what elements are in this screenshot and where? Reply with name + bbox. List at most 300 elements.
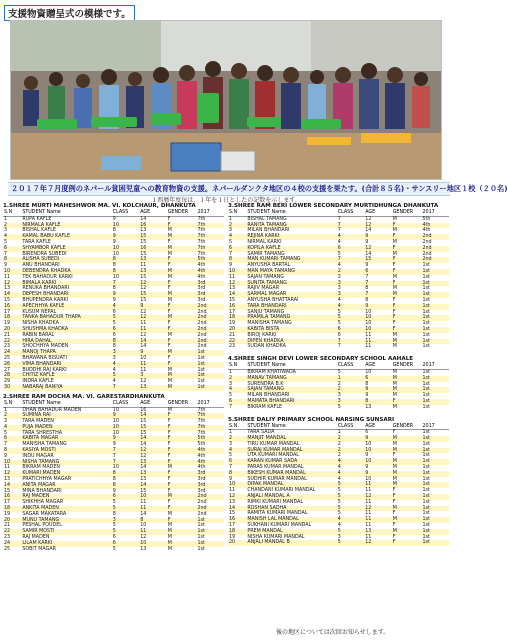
table-cell: F — [392, 494, 422, 500]
school-section — [228, 203, 449, 350]
table-cell: 12 — [139, 448, 166, 454]
table-cell: F — [167, 425, 197, 431]
table-cell: M — [167, 292, 197, 298]
table-cell: PRAMILA TAMANG — [246, 315, 336, 321]
table-cell: APECHHYA KAFLE — [21, 304, 111, 310]
table-cell: 8 — [112, 263, 116, 269]
school-title: 2.SHREE RAM DOCHA MA. VI. GARESTARDHANKUTA — [3, 393, 165, 400]
table-cell: MANISHA TAMANG — [247, 321, 292, 327]
table-cell: 15 — [364, 257, 391, 263]
table-cell: 8 — [112, 471, 139, 477]
table-cell: 3rd — [196, 483, 224, 489]
table-cell: 2nd — [196, 339, 224, 345]
table-cell: F — [167, 506, 197, 512]
table-cell: 8 — [112, 511, 116, 517]
table-cell: RAMITA KUMARI MANDAL — [247, 511, 308, 517]
table-cell: SAGAR MAKATARA — [22, 511, 67, 517]
table-cell: 1st — [421, 482, 449, 488]
table-cell: F — [392, 321, 396, 327]
table-cell: 14 — [139, 413, 166, 419]
table-cell: 9 — [112, 292, 139, 298]
table-row — [228, 405, 449, 411]
table-cell: 1st — [422, 465, 430, 471]
table-cell: M — [167, 523, 172, 529]
table-cell: 11 — [364, 339, 391, 345]
table-cell: 10 — [112, 425, 139, 431]
table-cell: M — [392, 381, 397, 387]
table-cell: 10 — [112, 274, 119, 280]
table-cell: F — [392, 399, 422, 405]
table-cell: 8 — [112, 477, 116, 483]
table-cell: 2 — [337, 448, 364, 454]
table-cell: 16 — [228, 517, 246, 523]
table-cell: 1st — [422, 534, 430, 540]
table-cell: 19 — [229, 534, 236, 540]
table-cell: 18 — [3, 506, 21, 512]
table-cell: 10 — [364, 327, 391, 333]
table-cell: TARA SADA — [247, 430, 275, 436]
table-cell: 12 — [140, 286, 147, 292]
table-cell: 15 — [140, 274, 147, 280]
table-cell: M — [392, 274, 397, 280]
table-cell: ANU BHANDARI — [22, 263, 60, 269]
table-cell: 3 — [337, 534, 341, 540]
table-cell: M — [167, 332, 172, 338]
table-cell: 6 — [228, 246, 246, 252]
table-cell: 5 — [337, 404, 341, 410]
table-cell: 11 — [140, 367, 147, 373]
table-cell: DEPESH BHANDARI — [21, 292, 111, 298]
table-cell: 3 — [337, 292, 364, 298]
table-cell: BHAWANA BISUATI — [22, 355, 67, 361]
table-cell: 3 — [229, 441, 233, 447]
table-cell: DIPEN KHADKA — [246, 339, 336, 345]
table-cell: SUNITA TAMANG — [246, 281, 336, 287]
table-cell: 2 — [337, 453, 341, 459]
table-cell: 5 — [337, 488, 341, 494]
table-cell: RIMKI KUMARI MANDAL — [247, 499, 304, 505]
column-header: AGE — [364, 210, 391, 216]
school-section — [228, 417, 449, 547]
table-cell: 3 — [112, 355, 116, 361]
table-row — [228, 540, 449, 546]
table-cell: 4th — [421, 223, 449, 229]
column-header: STUDENT Name — [246, 363, 336, 369]
table-cell: KARAN KUMAR SADA — [246, 459, 336, 465]
table-cell: 10 — [112, 223, 139, 229]
table-cell: 8 — [139, 518, 166, 524]
table-cell: 1st — [421, 281, 449, 287]
table-cell: 17 — [229, 523, 236, 529]
table-cell: 14 — [140, 216, 147, 222]
table-cell: 10 — [140, 355, 147, 361]
table-cell: 5 — [229, 393, 233, 399]
table-cell: 9 — [4, 263, 8, 269]
column-header: AGE — [139, 210, 166, 216]
table-cell: F — [392, 246, 422, 252]
column-header: 2017 — [421, 363, 449, 369]
table-cell: 16 — [3, 304, 21, 310]
table-cell: 1st — [421, 436, 449, 442]
table-cell: 1st — [422, 297, 430, 303]
column-header: GENDER — [392, 210, 422, 216]
table-cell: 7 — [112, 281, 139, 287]
table-cell: 9 — [364, 387, 391, 393]
table-cell: 5th — [196, 257, 224, 263]
table-cell: 4 — [337, 234, 364, 240]
table-cell: F — [392, 263, 396, 269]
table-cell: 4th — [197, 465, 206, 471]
table-cell: RUPA KAFLE — [22, 216, 52, 222]
table-cell: 10 — [112, 407, 119, 413]
table-cell: 9 — [364, 436, 391, 442]
table-cell: 5th — [197, 442, 206, 448]
table-cell: 14 — [365, 251, 372, 257]
table-cell: 1st — [421, 448, 449, 454]
table-cell: 6 — [364, 376, 391, 382]
table-cell: 18 — [228, 315, 246, 321]
column-header: S.N — [228, 424, 246, 430]
table-cell: F — [167, 304, 197, 310]
table-cell: 4 — [228, 448, 246, 454]
table-cell: M — [392, 387, 422, 393]
table-cell: 6 — [337, 327, 364, 333]
table-cell: 5 — [337, 315, 364, 321]
table-cell: 18 — [3, 315, 21, 321]
table-cell: 4 — [3, 234, 21, 240]
table-cell: TARA KAFLE — [22, 239, 51, 245]
table-cell: M — [167, 297, 172, 303]
table-cell: F — [167, 257, 197, 263]
table-cell: 11 — [140, 500, 147, 506]
table-cell: 4 — [337, 304, 364, 310]
table-cell: 1 — [4, 407, 8, 413]
table-cell: 7th — [197, 430, 206, 436]
table-cell: F — [167, 436, 197, 442]
table-cell: F — [167, 327, 197, 333]
table-cell: 13 — [4, 286, 11, 292]
table-cell: 1 — [337, 376, 364, 382]
table-cell: M — [392, 517, 422, 523]
table-cell: 6 — [337, 332, 341, 338]
table-cell: 5 — [337, 309, 341, 315]
table-cell: 4 — [337, 465, 341, 471]
table-cell: 12 — [140, 453, 147, 459]
table-cell: 7th — [196, 425, 224, 431]
table-cell: M — [392, 339, 422, 345]
table-cell: 1st — [422, 274, 430, 280]
table-cell: 1st — [421, 494, 449, 500]
table-cell: 1st — [197, 379, 205, 385]
table-cell: NABARAJ BANIYA — [21, 385, 111, 391]
table-cell: 15 — [139, 234, 166, 240]
table-cell: 3 — [112, 350, 139, 356]
table-cell: 1 — [229, 216, 233, 222]
table-cell: 13 — [139, 269, 166, 275]
table-row — [3, 547, 224, 553]
table-cell: RANITA TAMANG — [246, 223, 336, 229]
table-cell: MANISH LAL MANDAL — [246, 517, 336, 523]
table-cell: 14 — [140, 442, 147, 448]
table-cell: 7 — [112, 453, 116, 459]
table-cell: 3 — [139, 373, 166, 379]
table-cell: 10 — [228, 269, 246, 275]
table-cell: 2 — [337, 436, 364, 442]
table-cell: F — [167, 477, 171, 483]
table-cell: 5 — [337, 540, 364, 546]
table-cell: 5 — [337, 529, 364, 535]
table-cell: 7 — [365, 274, 369, 280]
table-cell: MILAN BHANDARI — [247, 228, 290, 234]
table-cell: 3rd — [197, 488, 206, 494]
table-cell: F — [392, 534, 396, 540]
table-cell: 12 — [140, 309, 147, 315]
table-cell: 10 — [139, 541, 166, 547]
table-cell: 14 — [139, 483, 166, 489]
table-cell: 9 — [229, 476, 233, 482]
table-cell: M — [167, 274, 172, 280]
table-cell: 1st — [422, 511, 430, 517]
table-cell: 10 — [228, 482, 246, 488]
school-section — [228, 356, 449, 410]
table-cell: BISHAL TAMANG — [247, 216, 287, 222]
table-cell: 8 — [112, 339, 139, 345]
table-cell: 1st — [421, 339, 449, 345]
table-cell: 11 — [365, 332, 372, 338]
table-cell: SAJAN TAMANG — [247, 274, 285, 280]
table-cell: 14 — [139, 339, 166, 345]
school-title: 1.SHREE MURTI MAHESHWOR MA. VI. KOLCHAUR, DHANKUTA — [3, 203, 196, 209]
ceremony-photo-graphic — [11, 21, 441, 179]
table-cell: 1st — [422, 430, 430, 436]
table-cell: BIKRAM KHATIWADA — [247, 369, 296, 375]
student-table — [3, 210, 224, 391]
table-cell: 8 — [228, 257, 246, 263]
table-cell: 1st — [422, 344, 430, 350]
column-header: CLASS — [112, 401, 139, 407]
table-cell: 4th — [197, 453, 206, 459]
table-cell: 4 — [112, 362, 139, 368]
table-cell: 16 — [139, 223, 166, 229]
table-cell: 13 — [140, 546, 147, 552]
table-cell: KABITA MAGAR — [21, 436, 111, 442]
school-section — [3, 203, 224, 391]
table-cell: 1st — [421, 506, 449, 512]
table-cell: 11 — [364, 482, 391, 488]
table-cell: 7 — [4, 442, 8, 448]
table-cell: KUSUM NEPAL — [22, 309, 57, 315]
table-cell: KABITA BISTA — [246, 327, 336, 333]
column-header: CLASS — [112, 210, 139, 216]
student-table — [3, 401, 224, 553]
table-cell: F — [167, 471, 197, 477]
table-cell: 9 — [365, 453, 369, 459]
table-cell: 20 — [3, 327, 21, 333]
table-cell: BHUPENDRA KARKI — [22, 297, 69, 303]
table-cell: 28 — [3, 373, 21, 379]
table-cell: 8 — [112, 228, 116, 234]
table-cell: 5 — [337, 321, 341, 327]
table-cell: 7th — [196, 246, 224, 252]
table-cell: 10 — [365, 441, 372, 447]
table-cell: RAJ MADEN — [21, 494, 111, 500]
table-cell: ANJALI MANDAL B — [246, 540, 336, 546]
table-cell: 6 — [337, 246, 364, 252]
table-cell: 13 — [139, 385, 166, 391]
table-cell: PREM MANDAL — [246, 529, 336, 535]
table-cell: 9 — [112, 488, 116, 494]
table-cell: INDRA KAFLE — [22, 379, 54, 385]
table-cell: 11 — [365, 534, 372, 540]
table-cell: PARAS KUMAR MANDAL — [247, 465, 304, 471]
table-cell: F — [392, 269, 422, 275]
table-cell: INDU MAGAR — [22, 453, 54, 459]
table-cell: 1st — [196, 518, 224, 524]
table-cell: M — [392, 482, 422, 488]
table-cell: 7th — [197, 407, 206, 413]
table-cell: 23 — [4, 344, 11, 350]
table-cell: 6 — [364, 269, 391, 275]
table-cell: 6 — [3, 436, 21, 442]
table-cell: 12 — [139, 281, 166, 287]
table-cell: 9 — [365, 465, 369, 471]
table-cell: 12 — [140, 332, 147, 338]
table-cell: MILAN BHANDARI — [247, 393, 290, 399]
table-cell: 6 — [112, 332, 116, 338]
table-cell: 27 — [4, 367, 11, 373]
table-cell: 14 — [228, 292, 246, 298]
table-cell: 7 — [112, 385, 139, 391]
table-cell: 4th — [196, 269, 224, 275]
table-cell: 1st — [422, 488, 430, 494]
table-cell: CHITIZ KAFLE — [21, 373, 111, 379]
table-cell: SHYAMBOR KAFLE — [21, 246, 111, 252]
table-cell: KOPILA KAFLE — [246, 246, 336, 252]
table-cell: 2 — [337, 441, 341, 447]
table-cell: MAN MAYA TAMANG — [246, 269, 336, 275]
table-row — [3, 385, 224, 391]
table-cell: F — [167, 362, 197, 368]
table-cell: 1st — [421, 327, 449, 333]
column-header: 2017 — [421, 210, 449, 216]
table-cell: BIKESH KUMAR MANDAL — [246, 471, 336, 477]
table-cell: 15 — [139, 425, 166, 431]
table-cell: M — [392, 286, 397, 292]
table-cell: 2 — [337, 381, 341, 387]
table-cell: ANJALI MANDAL A — [246, 494, 336, 500]
table-cell: SUMINA RAI — [21, 413, 111, 419]
table-cell: SAMIR MOSTI — [21, 529, 111, 535]
table-cell: M — [392, 393, 397, 399]
table-cell: 15 — [140, 488, 147, 494]
table-cell: 11 — [365, 499, 372, 505]
table-cell: 11 — [140, 263, 147, 269]
table-cell: TEK BAHADUR KARKI — [22, 274, 73, 280]
table-cell: F — [167, 413, 197, 419]
table-cell: F — [167, 460, 197, 466]
table-cell: 1st — [196, 373, 224, 379]
table-cell: M — [167, 407, 172, 413]
table-cell: 3rd — [196, 471, 224, 477]
table-cell: 1st — [421, 471, 449, 477]
table-cell: MANISHA TAMANG — [22, 442, 67, 448]
table-cell: F — [167, 419, 171, 425]
table-cell: 12 — [364, 540, 391, 546]
school-section — [3, 394, 224, 553]
table-cell: MANJIT MANDAL — [246, 436, 336, 442]
table-cell: 6 — [3, 246, 21, 252]
table-cell: 9 — [112, 442, 116, 448]
table-cell: 7th — [197, 419, 206, 425]
table-cell: SURENDRA B.K — [247, 381, 284, 387]
table-cell: M — [167, 234, 197, 240]
table-cell: ANITA MAGAR — [21, 483, 111, 489]
table-cell: 5 — [112, 373, 139, 379]
table-cell: 9 — [4, 453, 8, 459]
column-header: GENDER — [167, 401, 197, 407]
table-cell: M — [392, 459, 422, 465]
table-cell: 5 — [4, 239, 8, 245]
table-cell: 7th — [197, 239, 206, 245]
table-cell: RENUKA BHANDARI — [22, 286, 70, 292]
table-cell: DEBENDRA KHADKA — [21, 269, 111, 275]
table-cell: 1st — [197, 535, 205, 541]
column-header: 2017 — [421, 424, 449, 430]
table-cell: ANYUSHA BARTAL — [247, 263, 291, 269]
table-cell: M — [167, 373, 197, 379]
table-cell: 1st — [421, 399, 449, 405]
table-cell: 8 — [112, 483, 139, 489]
table-cell: M — [167, 367, 172, 373]
column-header: STUDENT Name — [246, 210, 336, 216]
table-cell: 4 — [3, 425, 21, 431]
table-cell: 1st — [422, 453, 430, 459]
table-cell: TARA MADEN — [22, 419, 54, 425]
table-cell: 1 — [337, 430, 341, 436]
table-cell: 7 — [229, 465, 233, 471]
table-cell: F — [392, 499, 396, 505]
table-cell: 13 — [365, 404, 372, 410]
table-cell: 1st — [421, 292, 449, 298]
table-cell: 4 — [337, 239, 341, 245]
table-cell: 2nd — [196, 494, 224, 500]
table-cell: F — [392, 511, 396, 517]
table-cell: M — [167, 511, 172, 517]
table-cell: 14 — [3, 292, 21, 298]
table-cell: 5 — [112, 500, 116, 506]
table-cell: 16 — [139, 246, 166, 252]
table-cell: 2 — [3, 223, 21, 229]
table-cell: 9 — [112, 234, 139, 240]
table-cell: 1st — [421, 269, 449, 275]
school-title: 5.SHREE DALIY PRIMARY SCHOOL NARSING SUNSARI — [228, 416, 395, 423]
table-cell: 7 — [364, 281, 391, 287]
table-cell: BUDDHI RAJ KARKI — [22, 367, 67, 373]
table-cell: F — [167, 216, 171, 222]
table-cell: 1st — [196, 529, 224, 535]
table-cell: 20 — [228, 540, 246, 546]
table-cell: 6 — [228, 399, 246, 405]
table-cell: 1st — [421, 540, 449, 546]
table-cell: 21 — [4, 332, 11, 338]
student-table — [228, 424, 449, 547]
table-cell: 1st — [196, 350, 224, 356]
table-cell: 7 — [364, 292, 391, 298]
table-cell: SOBIT MAGAR — [22, 546, 56, 552]
table-cell: 9 — [365, 393, 369, 399]
table-cell: 9 — [364, 234, 391, 240]
table-cell: 1st — [422, 381, 430, 387]
